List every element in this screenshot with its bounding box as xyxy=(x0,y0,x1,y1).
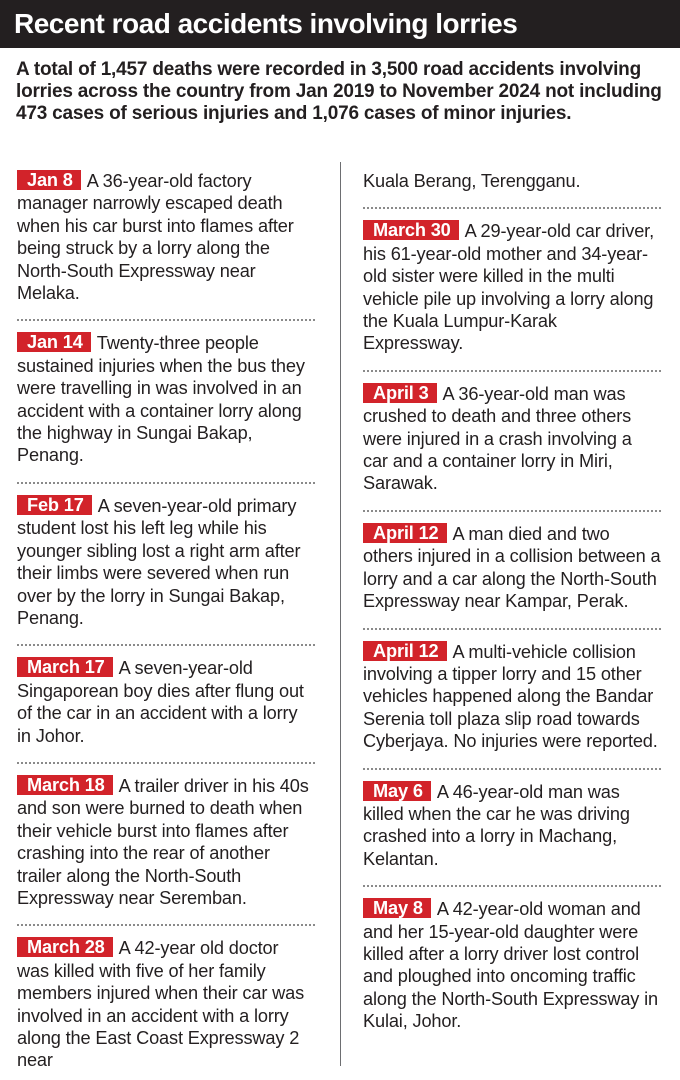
date-badge: April 12 xyxy=(363,641,447,661)
date-badge: March 18 xyxy=(17,775,113,795)
right-column xyxy=(363,170,661,1033)
entry-text: A man died and two others injured in a collision between a lorry and a car along the North-South Expressway near Kampar, Perak. xyxy=(363,523,661,612)
dotted-separator xyxy=(17,482,315,484)
dotted-separator xyxy=(363,885,661,887)
entry-text: Twenty-three people sustained injuries when the bus they were travelling in was involved in an accident with a container lorry along the highway in Sungai Bakap, Penang. xyxy=(17,333,305,466)
accident-entry xyxy=(363,220,661,354)
date-badge: May 6 xyxy=(363,781,431,801)
dotted-separator xyxy=(363,370,661,372)
accident-entry xyxy=(363,641,661,753)
accident-entry xyxy=(17,170,315,304)
entry-text: A 36-year-old man was crushed to death and three others were injured in a crash involving a car and a container lorry in Miri, Sarawak. xyxy=(363,383,632,494)
date-badge: March 17 xyxy=(17,657,113,677)
dotted-separator xyxy=(363,207,661,209)
intro-summary: A total of 1,457 deaths were recorded in 3,500 road accidents involving lorries across the country from Jan 2019 to November 2024 not including 473 cases of serious injuries and 1,076 cases of minor injuries. xyxy=(16,59,662,124)
dotted-separator xyxy=(17,644,315,646)
date-badge: April 12 xyxy=(363,523,447,543)
accident-entry xyxy=(363,383,661,495)
accident-entry xyxy=(363,781,661,871)
accident-entry xyxy=(17,495,315,629)
accident-entry xyxy=(17,775,315,909)
dotted-separator xyxy=(363,628,661,630)
dotted-separator xyxy=(17,319,315,321)
left-column xyxy=(17,170,315,1072)
dotted-separator xyxy=(363,510,661,512)
entry-text: A multi-vehicle collision involving a tipper lorry and 15 other vehicles happened along the Bandar Serenia toll plaza slip road towards Cyberjaya. No injuries were reported. xyxy=(363,641,658,752)
accident-entry xyxy=(363,523,661,613)
date-badge: Jan 14 xyxy=(17,332,91,352)
accident-entry xyxy=(17,937,315,1071)
entry-text: A 36-year-old factory manager narrowly escaped death when his car burst into flames after being struck by a lorry along the North-South Expressway near Melaka. xyxy=(17,171,294,304)
entry-text: A 46-year-old man was killed when the car he was driving crashed into a lorry in Machang, Kelantan. xyxy=(363,781,630,869)
accident-entry xyxy=(17,657,315,747)
entry-continuation: Kuala Berang, Terengganu. xyxy=(363,171,581,191)
date-badge: April 3 xyxy=(363,383,437,403)
dotted-separator xyxy=(17,924,315,926)
column-divider xyxy=(340,162,341,1066)
page-title: Recent road accidents involving lorries xyxy=(14,8,518,39)
date-badge: March 30 xyxy=(363,220,459,240)
entry-text: A 42-year old doctor was killed with five of her family members injured when their car was involved in an accident with a lorry along the East Coast Expressway 2 near xyxy=(17,938,305,1071)
entry-text: A seven-year-old primary student lost his left leg while his younger sibling lost a right arm after their limbs were severed when run over by the lorry in Sungai Bakap, Penang. xyxy=(17,495,301,628)
entry-text: A 29-year-old car driver, his 61-year-old mother and 34-year-old sister were killed in the multi vehicle pile up involving a lorry along the Kuala Lumpur-Karak Expressway. xyxy=(363,221,654,354)
dotted-separator xyxy=(363,768,661,770)
dotted-separator xyxy=(17,762,315,764)
date-badge: Jan 8 xyxy=(17,170,81,190)
date-badge: May 8 xyxy=(363,898,431,918)
date-badge: March 28 xyxy=(17,937,113,957)
entry-text: A seven-year-old Singaporean boy dies after flung out of the car in an accident with a lorry in Johor. xyxy=(17,658,304,746)
entry-text: A 42-year-old woman and and her 15-year-old daughter were killed after a lorry driver lost control and ploughed into oncoming traffic along the North-South Expressway in Kulai, Johor. xyxy=(363,899,659,1032)
date-badge: Feb 17 xyxy=(17,495,92,515)
header-banner xyxy=(0,0,680,48)
accident-entry xyxy=(17,332,315,466)
accident-entry xyxy=(363,898,661,1032)
entry-text: A trailer driver in his 40s and son were burned to death when their vehicle burst into flames after crashing into the rear of another trailer along the North-South Expressway near Seremban. xyxy=(17,775,309,908)
